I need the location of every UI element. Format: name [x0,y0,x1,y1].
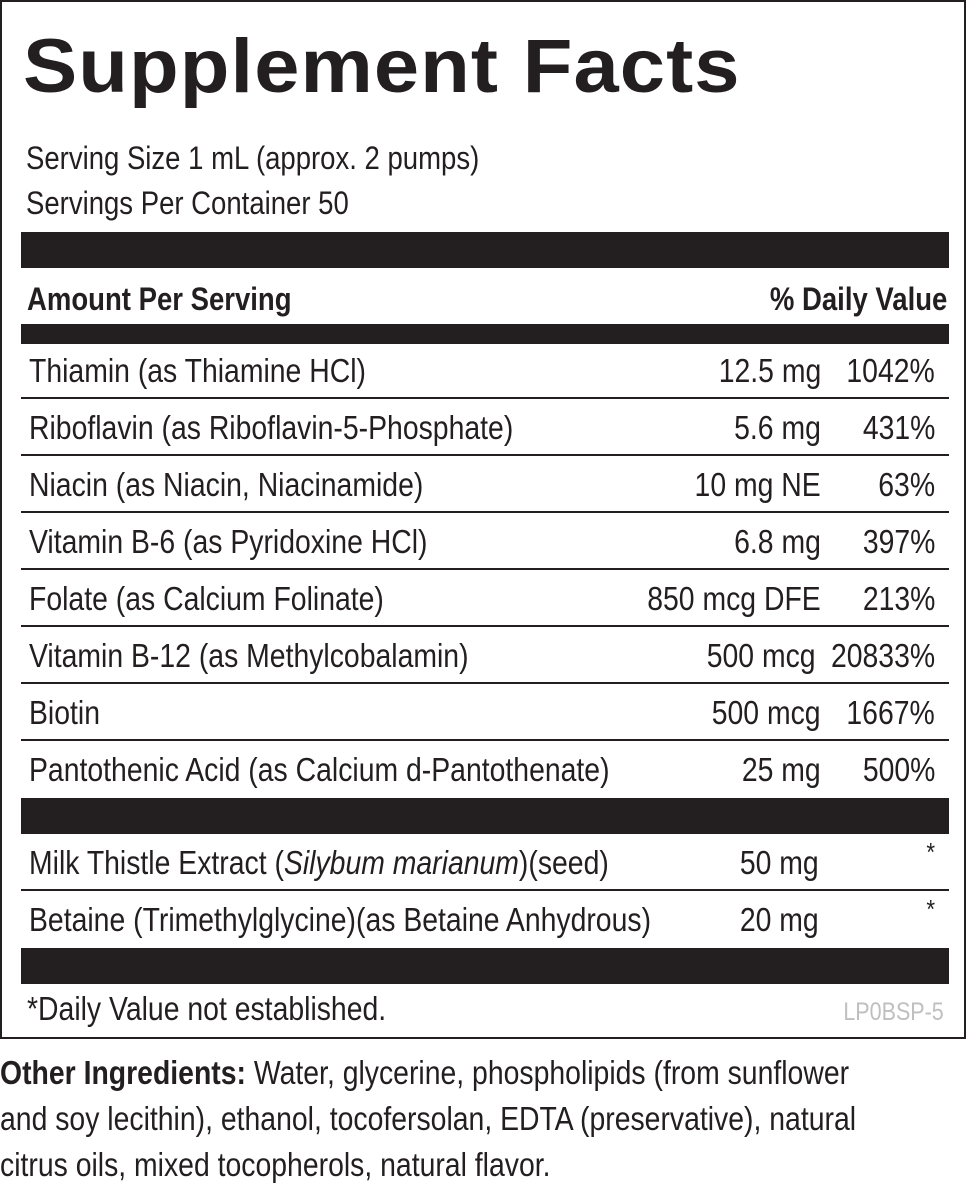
label-code: LP0BSP-5 [843,998,944,1026]
serving-size: Serving Size 1 mL (approx. 2 pumps) [26,140,480,176]
nutrient-amount: 850 mcg DFE [647,580,821,617]
ingredient-name: Betaine (Trimethylglycine)(as Betaine Anhydrous) [29,901,652,938]
nutrient-daily-value: 397% [862,523,935,560]
nutrient-amount: 10 mg NE [694,466,821,503]
ingredient-daily-value: * [926,894,935,924]
nutrient-name: Biotin [29,694,101,731]
nutrient-daily-value: 1042% [846,352,935,389]
nutrient-row [21,456,949,513]
nutrient-name: Pantothenic Acid (as Calcium d-Pantothenate) [29,751,610,788]
nutrient-amount: 500 mcg [707,637,816,674]
nutrient-daily-value: 500% [862,751,935,788]
other-ingredients-line: Other Ingredients: Water, glycerine, phospholipids (from sunflower [0,1054,850,1091]
nutrient-row [21,570,949,627]
nutrient-amount: 25 mg [742,751,821,788]
nutrient-amount: 500 mcg [712,694,821,731]
nutrient-row [21,399,949,456]
ingredient-amount: 20 mg [740,901,819,938]
column-header-row [27,278,947,320]
header-divider [21,324,949,344]
nutrient-name: Vitamin B-12 (as Methylcobalamin) [29,637,469,674]
panel-title: Supplement Facts [23,24,741,109]
nutrient-daily-value: 1667% [846,694,935,731]
nutrient-daily-value: 213% [862,580,935,617]
ingredient-row [21,834,949,891]
nutrient-daily-value: 63% [878,466,935,503]
other-ingredients-label: Other Ingredients: [0,1054,246,1091]
nutrient-name: Vitamin B-6 (as Pyridoxine HCl) [29,523,428,560]
thick-divider-top [21,232,949,268]
nutrient-name: Thiamin (as Thiamine HCl) [29,352,366,389]
nutrient-row [21,684,949,741]
nutrient-daily-value: 431% [862,409,935,446]
nutrient-name: Folate (as Calcium Folinate) [29,580,384,617]
ingredient-row [21,891,949,948]
ingredient-name: Milk Thistle Extract (Silybum marianum)(seed) [29,844,609,881]
nutrient-amount: 12.5 mg [718,352,821,389]
nutrient-amount: 6.8 mg [734,523,821,560]
nutrient-row [21,627,949,684]
thick-divider-bottom [21,948,949,984]
ingredient-daily-value: * [926,837,935,867]
nutrient-row [21,342,949,399]
other-ingredients-line: and soy lecithin), ethanol, tocofersolan, EDTA (preservative), natural [0,1100,857,1137]
nutrient-name: Riboflavin (as Riboflavin-5-Phosphate) [29,409,514,446]
other-ingredients-line: citrus oils, mixed tocopherols, natural flavor. [0,1146,551,1183]
ingredient-amount: 50 mg [740,844,819,881]
amount-per-serving-header: Amount Per Serving [27,281,292,317]
nutrient-row [21,741,949,798]
other-ingredients [0,1050,946,1188]
daily-value-footnote: *Daily Value not established. [27,990,387,1027]
nutrient-amount: 5.6 mg [734,409,821,446]
servings-per-container: Servings Per Container 50 [26,185,349,221]
nutrient-name: Niacin (as Niacin, Niacinamide) [29,466,424,503]
nutrient-daily-value: 20833% [830,637,935,674]
thick-divider-middle [21,798,949,834]
daily-value-header: % Daily Value [769,281,947,317]
nutrient-row [21,513,949,570]
